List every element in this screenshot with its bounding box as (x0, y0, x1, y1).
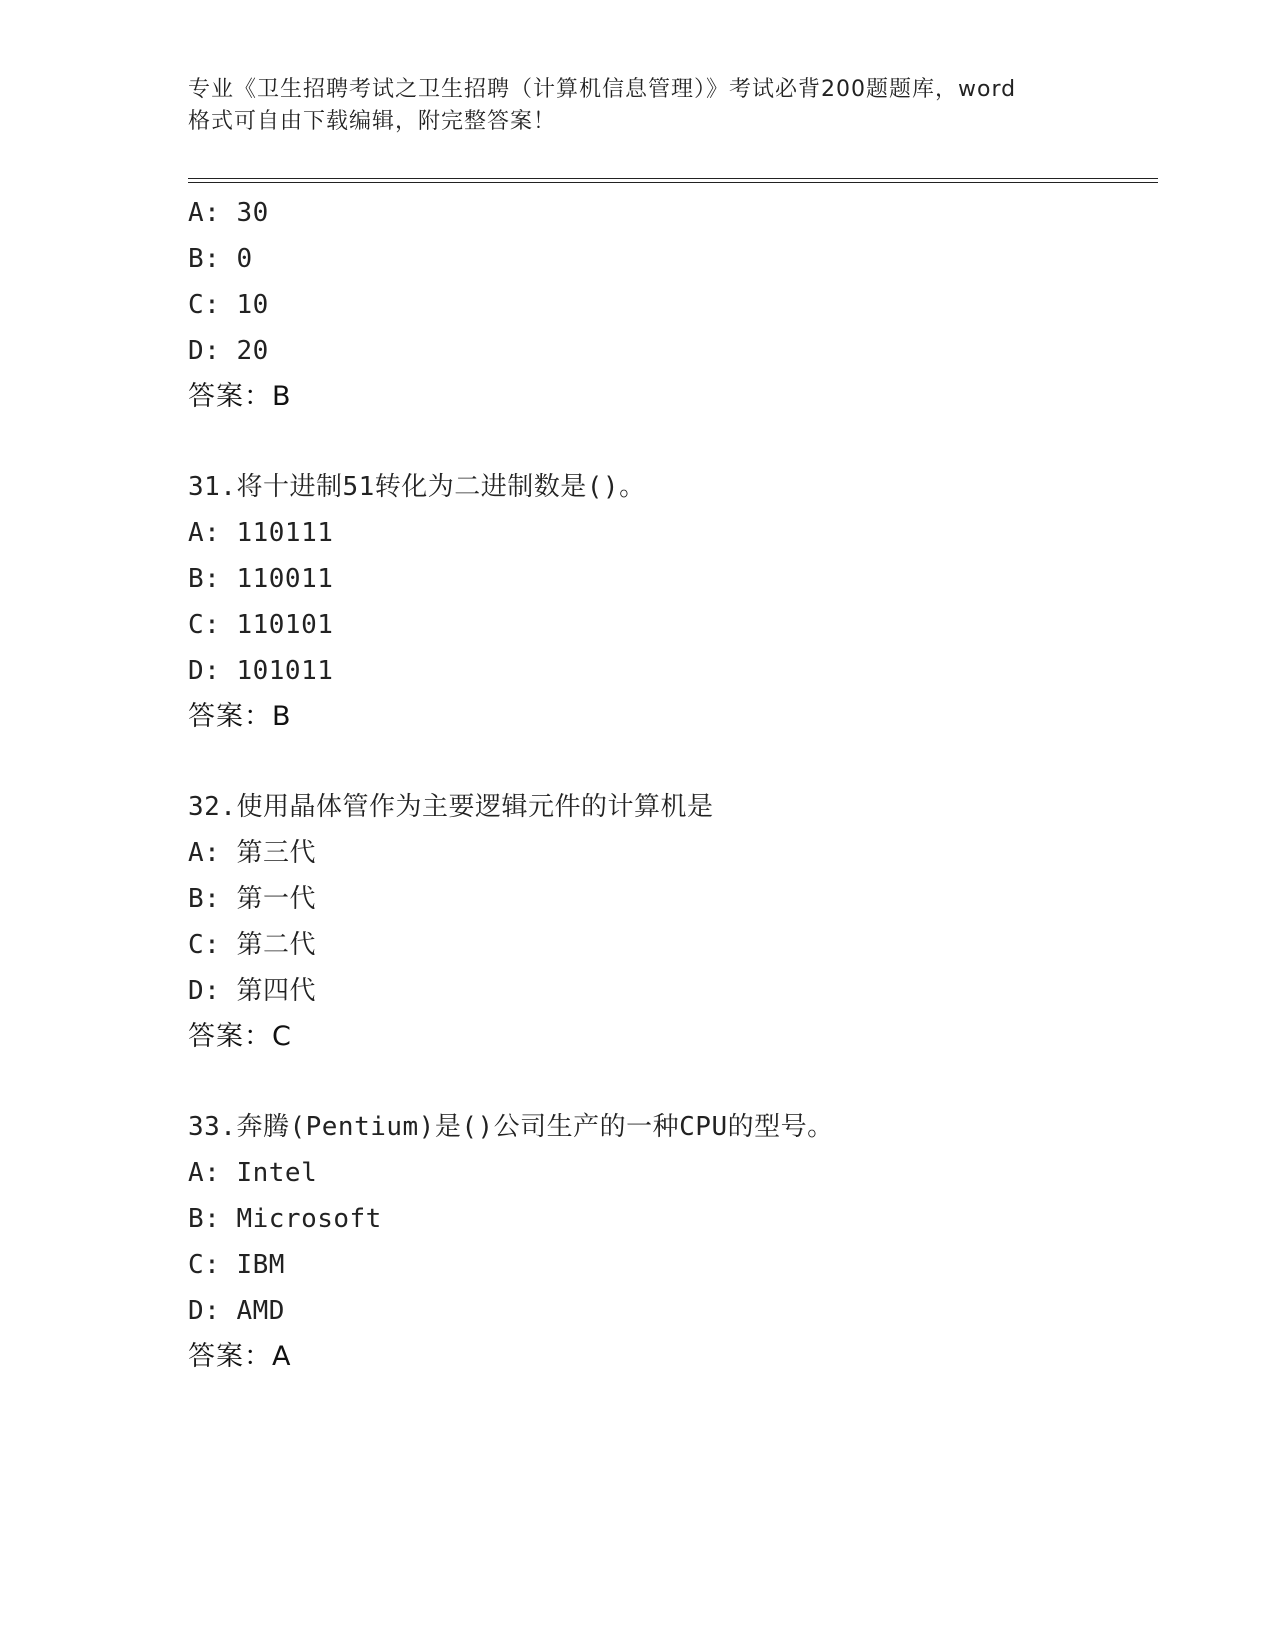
option-c: C: 10 (188, 290, 269, 320)
question-block (188, 190, 1148, 420)
option-d: D: 20 (188, 336, 269, 366)
header-divider (188, 178, 1158, 183)
option-d: D: 101011 (188, 656, 334, 686)
question-block (188, 1104, 1148, 1380)
question-text: 33.奔腾(Pentium)是()公司生产的一种CPU的型号。 (188, 1112, 834, 1142)
option-a: A: 30 (188, 198, 269, 228)
answer-line: 答案：B (188, 381, 292, 412)
header-title-line-1: 专业《卫生招聘考试之卫生招聘（计算机信息管理）》考试必背200题题库，word (188, 77, 1017, 102)
option-b: B: Microsoft (188, 1204, 382, 1234)
question-text: 31.将十进制51转化为二进制数是()。 (188, 472, 646, 502)
question-text: 32.使用晶体管作为主要逻辑元件的计算机是 (188, 792, 714, 822)
option-a: A: 110111 (188, 518, 334, 548)
option-a: A: Intel (188, 1158, 318, 1188)
option-c: C: IBM (188, 1250, 285, 1280)
answer-line: 答案：C (188, 1021, 292, 1052)
option-d: D: 第四代 (188, 976, 316, 1006)
answer-line: 答案：B (188, 701, 292, 732)
option-b: B: 110011 (188, 564, 334, 594)
document-header (188, 74, 1088, 138)
question-list (188, 190, 1148, 1424)
option-a: A: 第三代 (188, 838, 316, 868)
option-c: C: 第二代 (188, 930, 316, 960)
answer-line: 答案：A (188, 1341, 292, 1372)
option-b: B: 0 (188, 244, 253, 274)
option-c: C: 110101 (188, 610, 334, 640)
header-title-line-2: 格式可自由下载编辑，附完整答案！ (188, 109, 557, 134)
option-d: D: AMD (188, 1296, 285, 1326)
question-block (188, 464, 1148, 740)
question-block (188, 784, 1148, 1060)
option-b: B: 第一代 (188, 884, 316, 914)
